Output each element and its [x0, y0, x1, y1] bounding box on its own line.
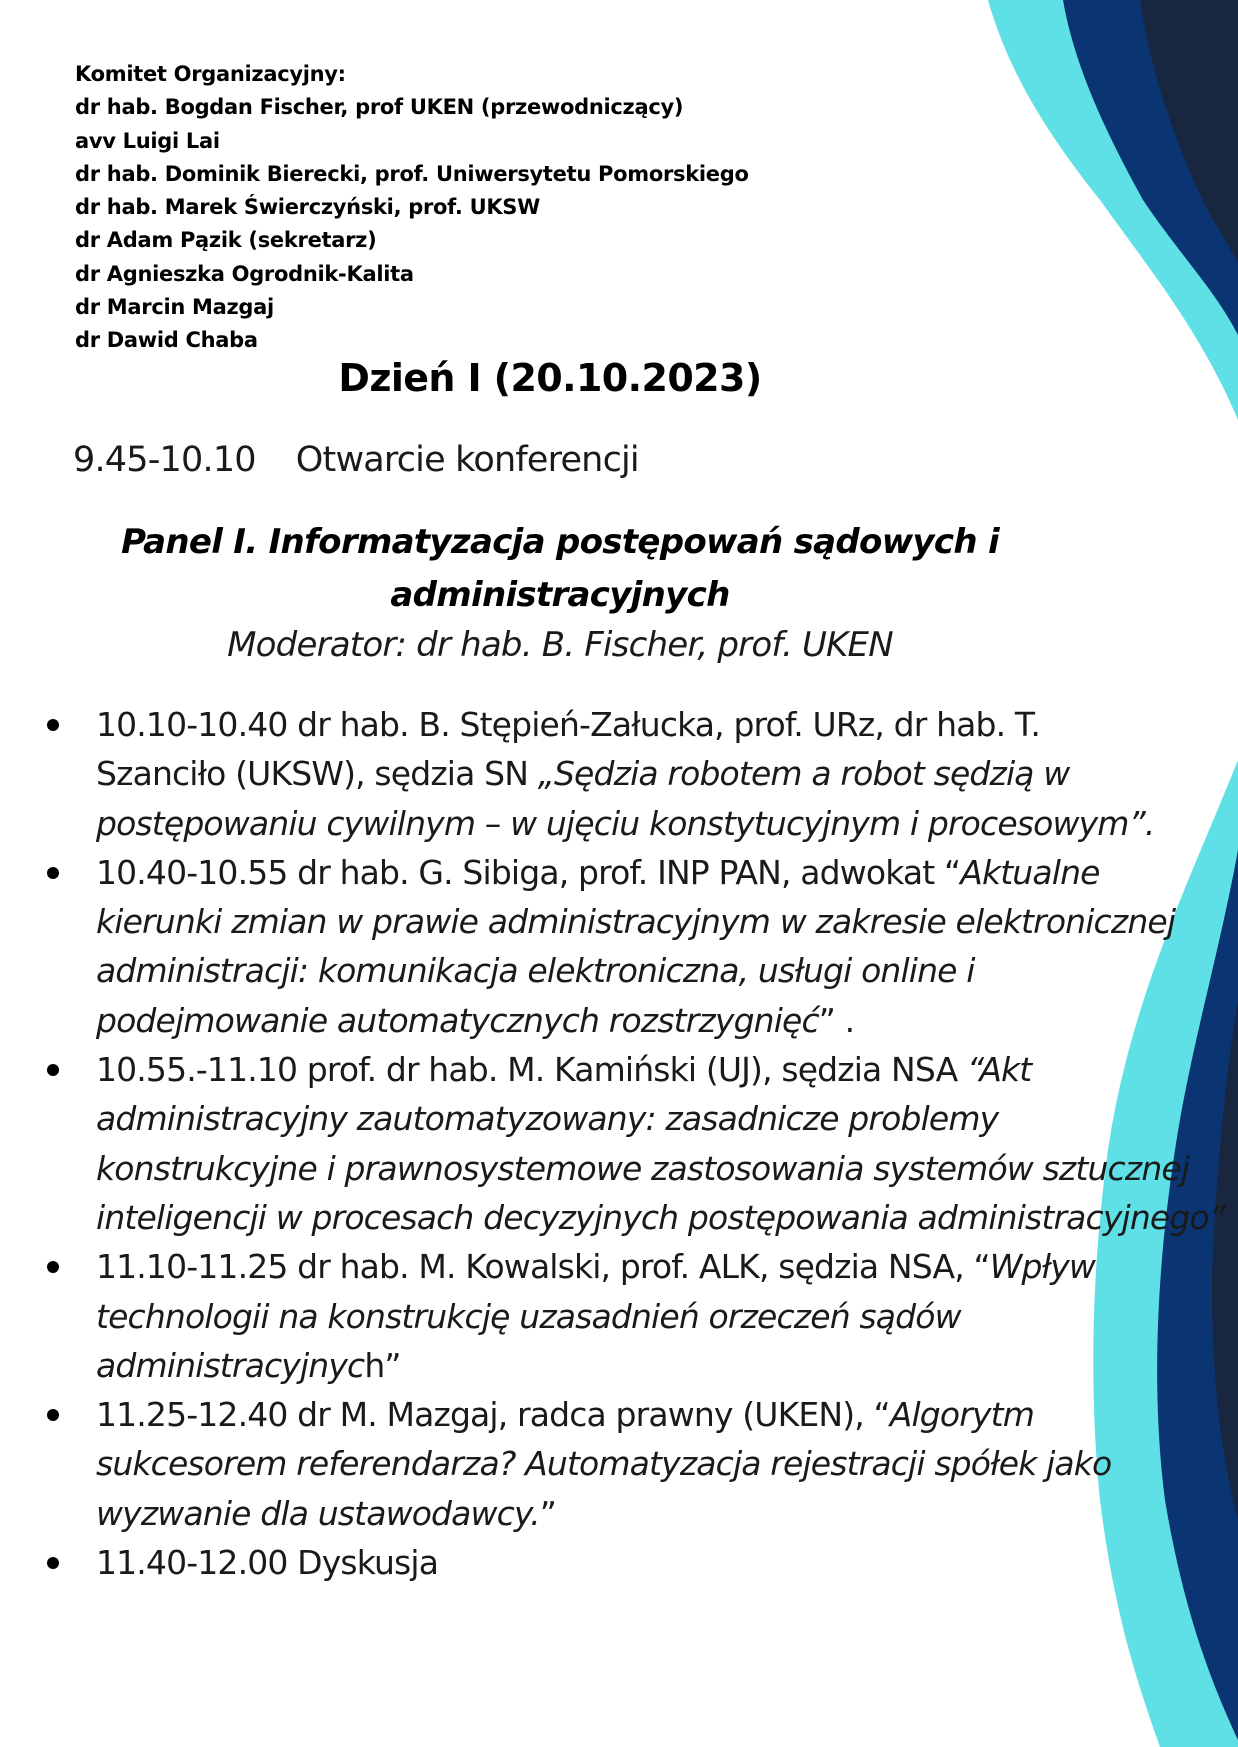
session-line — [96, 1094, 1210, 1143]
session-line — [96, 946, 1210, 995]
day-heading — [0, 356, 1238, 400]
panel-title-line: administracyjnych — [390, 575, 730, 615]
session-line — [96, 1538, 1210, 1587]
session-info-text: 11.10-11.25 dr hab. M. Kowalski, prof. ALK, sędzia NSA, “ — [96, 1247, 990, 1287]
session-title-text: “Akt — [966, 1050, 1032, 1090]
bullet-icon — [47, 719, 59, 731]
session-info-text: 11.25-12.40 dr M. Mazgaj, radca prawny (UKEN), “ — [96, 1395, 890, 1435]
panel-moderator: Moderator: dr hab. B. Fischer, prof. UKEN — [227, 625, 893, 665]
bullet-icon — [47, 867, 59, 879]
session-title-text: kierunki zmian w prawie administracyjnym w zakresie elektronicznej — [96, 902, 1176, 942]
session-title-text: wyzwanie dla ustawodawcy. — [96, 1493, 540, 1533]
session-line — [96, 1193, 1226, 1242]
opening-label: Otwarcie konferencji — [295, 440, 639, 480]
session-title-text: Wpływ — [989, 1247, 1096, 1287]
session-line — [96, 1390, 1210, 1439]
session-info-text: 10.10-10.40 dr hab. B. Stępień-Załucka, prof. URz, dr hab. T. — [96, 705, 1040, 744]
committee-member: dr Dawid Chaba — [75, 328, 258, 353]
committee-heading: Komitet Organizacyjny: — [75, 62, 346, 86]
panel-title-line: Panel I. Informatyzacja postępowań sądowych i — [121, 522, 999, 562]
session-line — [96, 1144, 1210, 1193]
session-line — [96, 897, 1210, 946]
session-title-text: podejmowanie automatycznych rozstrzygnięć — [96, 1000, 819, 1040]
session-title-text: administracyjny zautomatyzowany: zasadnicze problemy — [96, 1099, 999, 1139]
session-info-text: h” — [364, 1345, 401, 1385]
session-line — [96, 1489, 1210, 1538]
committee-member: avv Luigi Lai — [75, 128, 220, 153]
session-item — [40, 1390, 1210, 1538]
session-item — [40, 1538, 1210, 1587]
session-line — [96, 700, 1210, 749]
session-item — [40, 848, 1210, 1045]
committee-member: dr Adam Pązik (sekretarz) — [75, 228, 377, 253]
session-line — [96, 1341, 1210, 1390]
organizing-committee — [75, 58, 749, 358]
bullet-icon — [47, 1261, 59, 1273]
session-title-text: Algorytm — [889, 1395, 1035, 1435]
session-title-text: konstrukcyjne i prawnosystemowe zastosowania systemów sztucznej — [96, 1148, 1190, 1188]
session-info-text: ” . — [818, 1000, 855, 1040]
session-line — [96, 1439, 1210, 1488]
session-line — [96, 848, 1210, 897]
session-item — [40, 700, 1210, 848]
committee-member: dr Marcin Mazgaj — [75, 295, 274, 320]
bullet-icon — [47, 1064, 59, 1076]
opening-time: 9.45-10.10 — [73, 440, 256, 480]
opening-session — [73, 440, 639, 480]
session-title-text: inteligencji w procesach decyzyjnych postępowania administracyjnego” — [96, 1197, 1226, 1237]
bullet-icon — [47, 1557, 59, 1569]
session-title-text: Aktualne — [960, 852, 1100, 892]
session-title-text: technologii na konstrukcję uzasadnień orzeczeń sądów — [96, 1296, 961, 1336]
session-line — [96, 1242, 1210, 1291]
session-title-text: administracji: komunikacja elektroniczna, usługi online i — [96, 951, 975, 991]
session-line — [96, 799, 1210, 848]
session-item — [40, 1045, 1226, 1242]
panel-title — [60, 516, 1060, 622]
session-line — [96, 996, 1210, 1045]
day-title-text: Dzień I (20.10.2023) — [338, 356, 762, 400]
session-info-text: 10.55.-11.10 prof. dr hab. M. Kamiński (UJ), sędzia NSA — [96, 1050, 967, 1090]
committee-member: dr hab. Bogdan Fischer, prof UKEN (przewodniczący) — [75, 95, 684, 120]
session-title-text: sukcesorem referendarza? Automatyzacja rejestracji spółek jako — [96, 1444, 1112, 1484]
session-line — [96, 1045, 1210, 1094]
session-item — [40, 1242, 1210, 1390]
session-title-text: „Sędzia robotem a robot sędzią w — [537, 754, 1070, 794]
session-list — [40, 700, 1226, 1587]
session-info-text: 10.40-10.55 dr hab. G. Sibiga, prof. INP PAN, adwokat “ — [96, 852, 961, 892]
session-info-text: Szanciło (UKSW), sędzia SN — [96, 754, 538, 794]
session-title-text: postępowaniu cywilnym – w ujęciu konstytucyjnym i procesowym”. — [96, 803, 1155, 843]
bullet-icon — [47, 1409, 59, 1421]
committee-member: dr hab. Marek Świerczyński, prof. UKSW — [75, 195, 540, 220]
committee-member: dr Agnieszka Ogrodnik-Kalita — [75, 261, 414, 286]
session-line — [96, 1292, 1210, 1341]
session-info-text: 11.40-12.00 Dyskusja — [96, 1543, 439, 1583]
session-line — [96, 749, 1210, 798]
session-info-text: ” — [539, 1493, 556, 1533]
committee-member: dr hab. Dominik Bierecki, prof. Uniwersytetu Pomorskiego — [75, 161, 749, 186]
session-title-text: administracyjnyc — [96, 1345, 365, 1385]
